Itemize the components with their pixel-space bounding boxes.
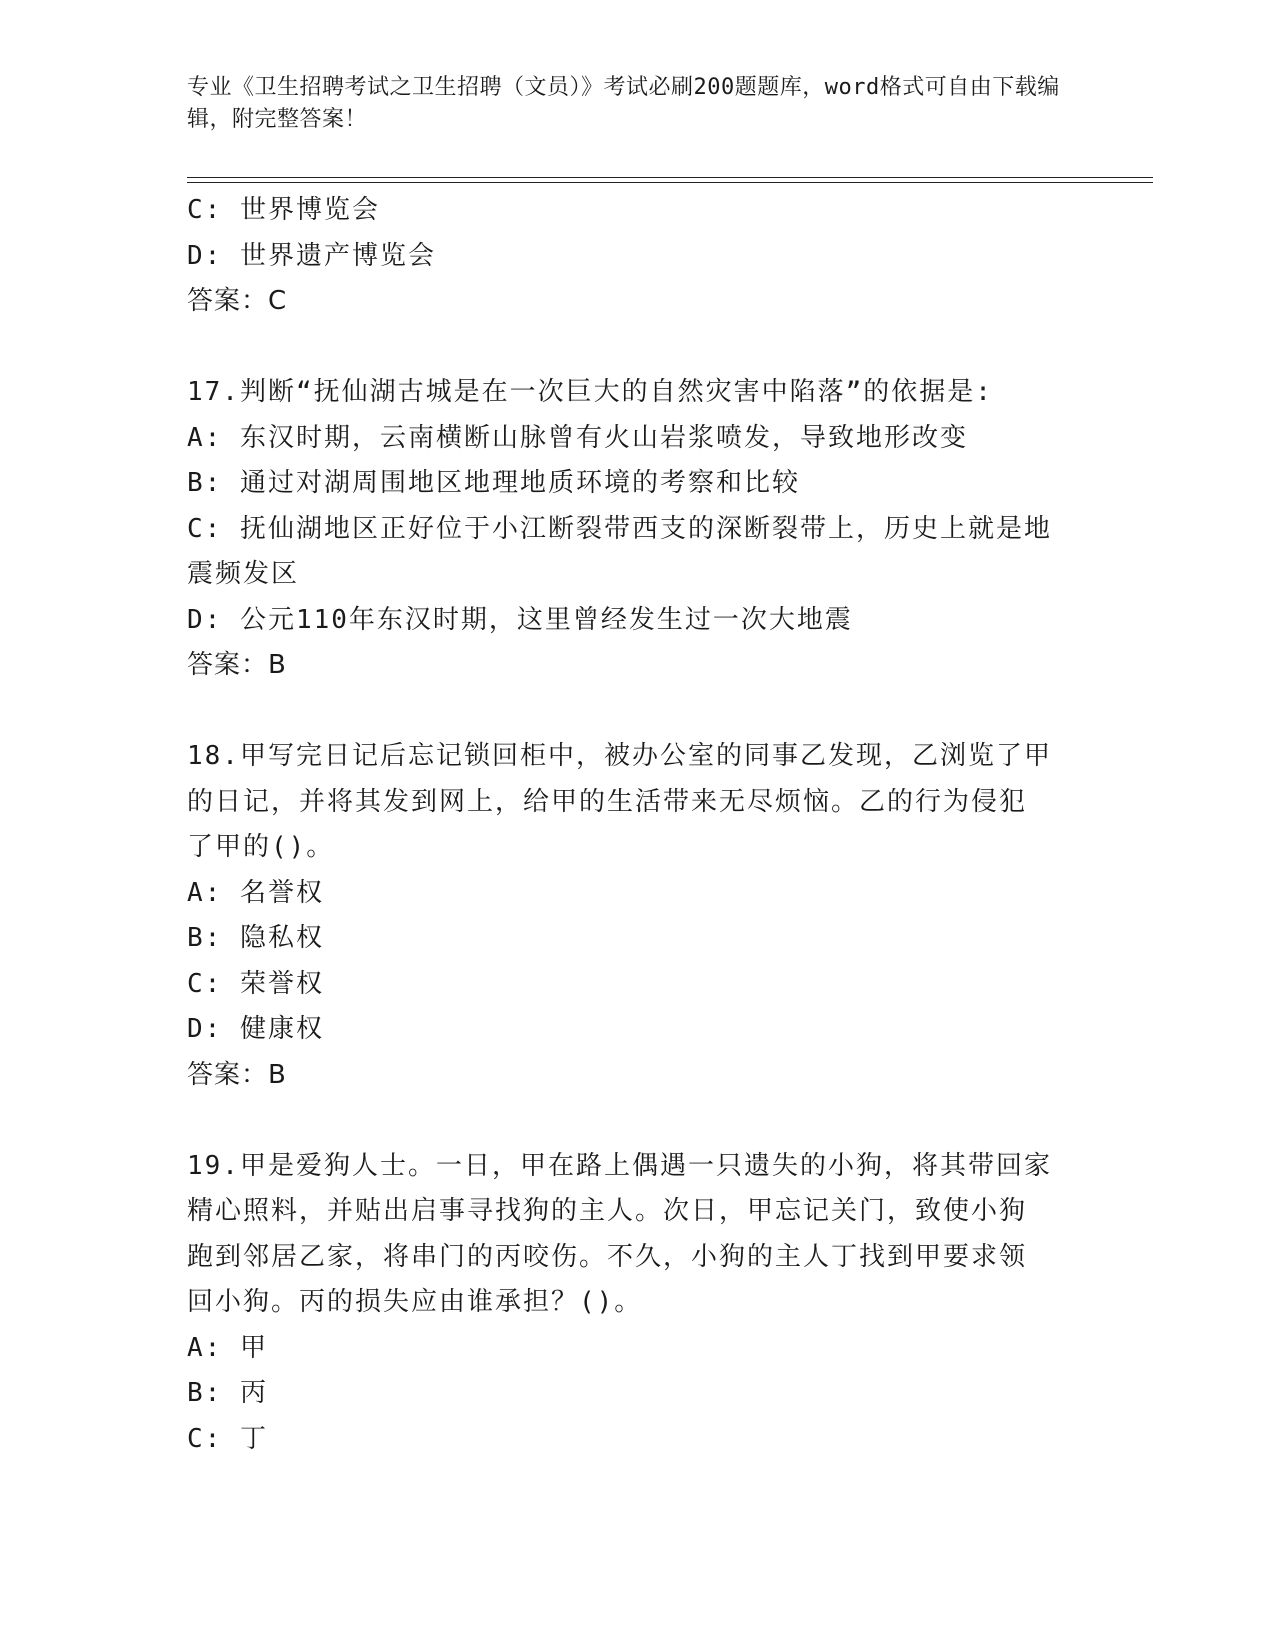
q17-option-b: B: 通过对湖周围地区地理地质环境的考察和比较 <box>187 468 800 498</box>
q17-stem: 17.判断“抚仙湖古城是在一次巨大的自然灾害中陷落”的依据是: <box>187 377 993 407</box>
q19-stem-line2: 精心照料，并贴出启事寻找狗的主人。次日，甲忘记关门，致使小狗 <box>187 1196 1028 1226</box>
header-rule-top <box>187 177 1153 178</box>
question-spacer <box>187 689 1087 735</box>
q19-option-c: C: 丁 <box>187 1423 268 1454</box>
q19-option-a: A: 甲 <box>187 1332 268 1363</box>
q16-option-d: D: 世界遗产博览会 <box>187 240 436 271</box>
q18-stem-line2: 的日记，并将其发到网上，给甲的生活带来无尽烦恼。乙的行为侵犯 <box>187 786 1028 817</box>
question-spacer <box>187 1098 1087 1144</box>
q18-answer: 答案：B <box>187 1059 287 1090</box>
q18-option-d: D: 健康权 <box>187 1014 324 1044</box>
q19-stem-line1: 19.甲是爱狗人士。一日，甲在路上偶遇一只遗失的小狗，将其带回家 <box>187 1150 1052 1181</box>
q18-option-c: C: 荣誉权 <box>187 968 324 999</box>
q18-stem-line1: 18.甲写完日记后忘记锁回柜中，被办公室的同事乙发现，乙浏览了甲 <box>187 741 1052 771</box>
q19-option-b: B: 丙 <box>187 1378 268 1408</box>
q17-option-c-line2: 震频发区 <box>187 559 300 589</box>
q17-option-c-line1: C: 抚仙湖地区正好位于小江断裂带西支的深断裂带上，历史上就是地 <box>187 513 1052 544</box>
question-content <box>187 188 1087 1462</box>
header-rule-bottom <box>187 182 1153 183</box>
question-spacer <box>187 325 1087 371</box>
q18-option-a: A: 名誉权 <box>187 877 324 908</box>
q17-option-a: A: 东汉时期，云南横断山脉曾有火山岩浆喷发，导致地形改变 <box>187 422 968 453</box>
q18-option-b: B: 隐私权 <box>187 923 324 953</box>
q19-stem-line4: 回小狗。丙的损失应由谁承担？()。 <box>187 1287 643 1317</box>
q16-answer: 答案：C <box>187 286 288 316</box>
q18-stem-line3: 了甲的()。 <box>187 832 335 862</box>
q17-answer: 答案：B <box>187 650 287 680</box>
q17-option-d: D: 公元110年东汉时期，这里曾经发生过一次大地震 <box>187 604 853 635</box>
q19-stem-line3: 跑到邻居乙家，将串门的丙咬伤。不久，小狗的主人丁找到甲要求领 <box>187 1241 1028 1272</box>
document-header: 专业《卫生招聘考试之卫生招聘（文员）》考试必刷200题题库，word格式可自由下载编辑，附完整答案！ <box>187 75 1060 132</box>
q16-option-c: C: 世界博览会 <box>187 195 380 225</box>
